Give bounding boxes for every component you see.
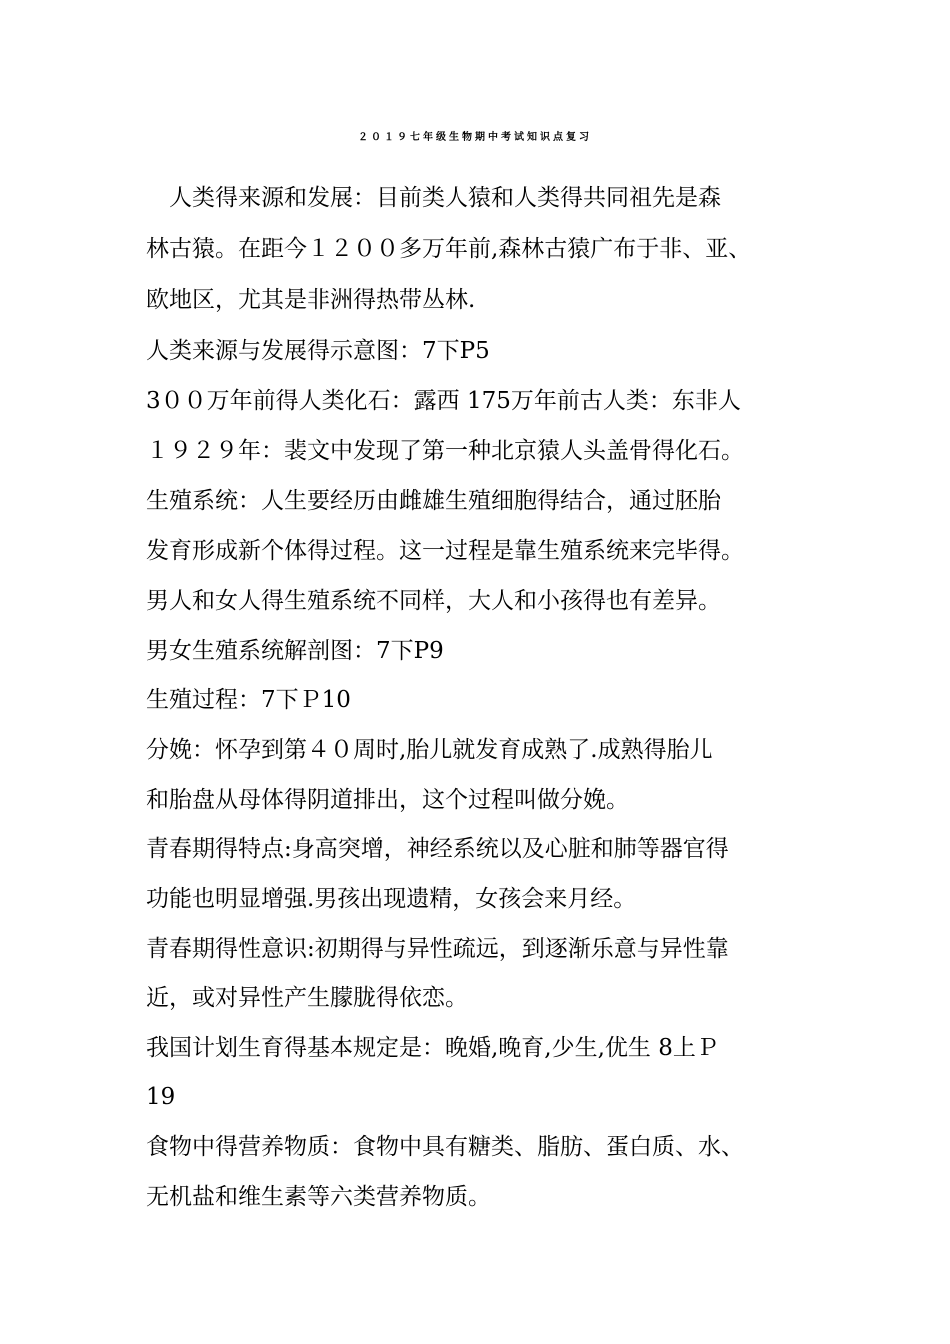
paragraph-line: 欧地区，尤其是非洲得热带丛林. xyxy=(146,287,476,313)
paragraph-line: 无机盐和维生素等六类营养物质。 xyxy=(146,1184,491,1210)
paragraph-line: 食物中得营养物质：食物中具有糖类、脂肪、蛋白质、水、 xyxy=(146,1134,744,1160)
paragraph-line: 生殖过程：7下Ｐ10 xyxy=(146,687,351,713)
paragraph-line: 青春期得性意识:初期得与异性疏远，到逐渐乐意与异性靠 xyxy=(146,936,729,962)
paragraph-line: 我国计划生育得基本规定是：晚婚,晚育,少生,优生 8上Ｐ xyxy=(146,1035,719,1061)
paragraph-line: 男女生殖系统解剖图：7下P9 xyxy=(146,638,444,664)
paragraph-line: 和胎盘从母体得阴道排出，这个过程叫做分娩。 xyxy=(146,787,629,813)
paragraph-line: 发育形成新个体得过程。这一过程是靠生殖系统来完毕得。 xyxy=(146,538,744,564)
paragraph-line: 林古猿。在距今１２００多万年前,森林古猿广布于非、亚、 xyxy=(146,236,752,262)
paragraph-line: 男人和女人得生殖系统不同样，大人和小孩得也有差异。 xyxy=(146,588,721,614)
paragraph-line: １９２９年：裴文中发现了第一种北京猿人头盖骨得化石。 xyxy=(146,438,744,464)
paragraph-line: 功能也明显增强.男孩出现遗精，女孩会来月经。 xyxy=(146,886,637,912)
paragraph-line: 青春期得特点:身高突增，神经系统以及心脏和肺等器官得 xyxy=(146,836,729,862)
paragraph-line: 人类得来源和发展：目前类人猿和人类得共同祖先是森 xyxy=(146,185,721,211)
paragraph-line: 生殖系统：人生要经历由雌雄生殖细胞得结合，通过胚胎 xyxy=(146,488,721,514)
paragraph-line: 分娩：怀孕到第４０周时,胎儿就发育成熟了.成熟得胎儿 xyxy=(146,737,713,763)
paragraph-line: 19 xyxy=(146,1084,176,1110)
paragraph-line: 近，或对异性产生朦胧得依恋。 xyxy=(146,985,468,1011)
paragraph-line: 人类来源与发展得示意图：7下P5 xyxy=(146,338,490,364)
document-title: ２０１９七年级生物期中考试知识点复习 xyxy=(358,132,592,143)
paragraph-line: 3００万年前得人类化石：露西 175万年前古人类：东非人 xyxy=(146,388,741,414)
